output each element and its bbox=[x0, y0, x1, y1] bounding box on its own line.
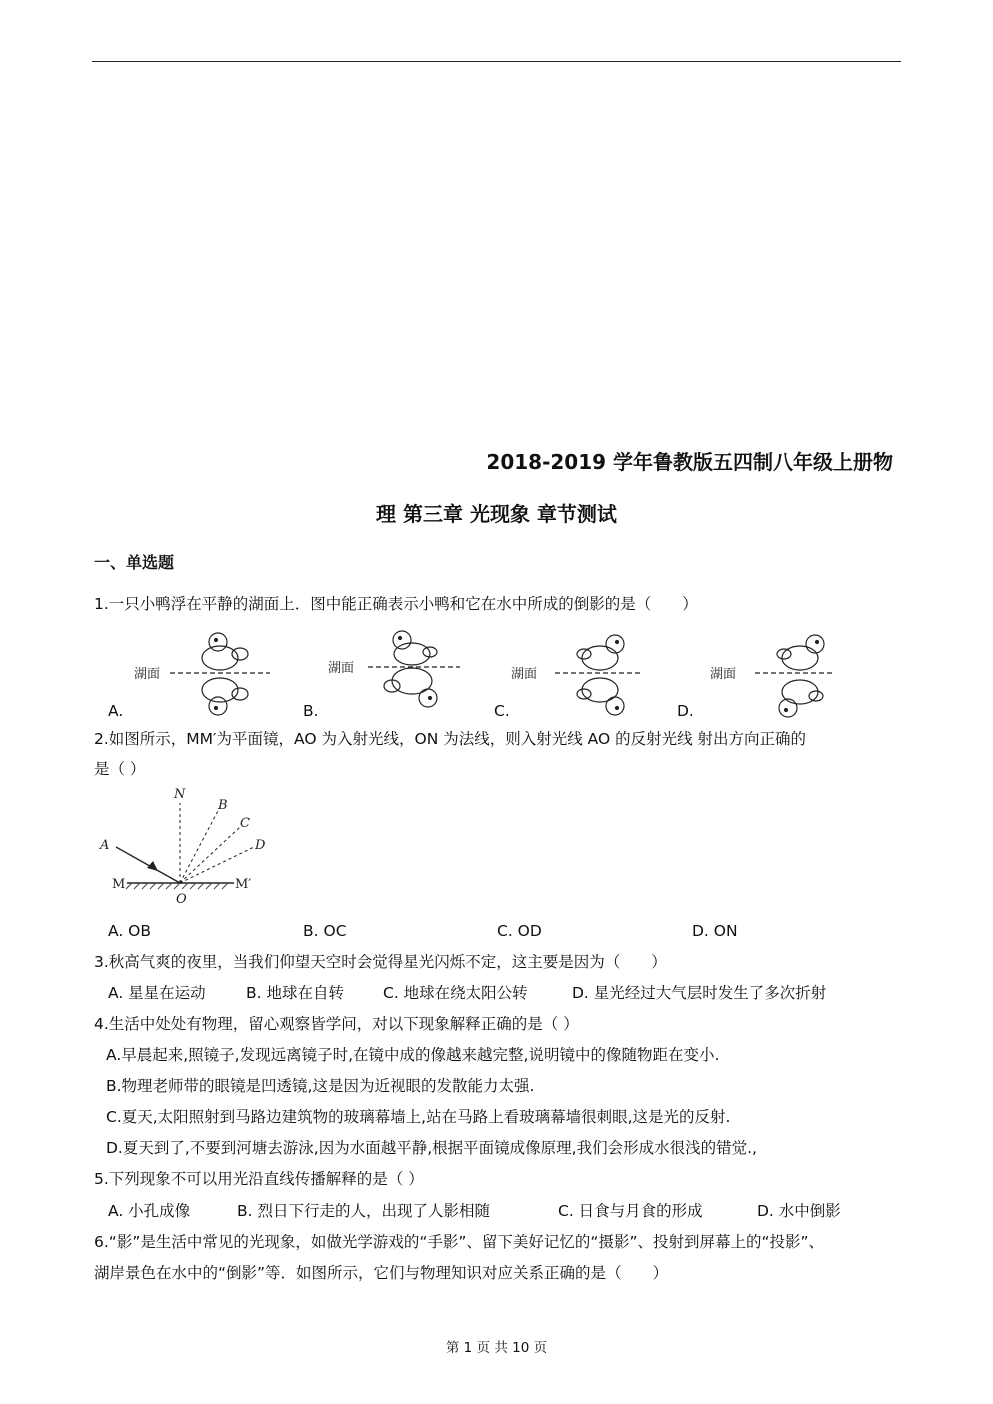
question-4: 4.生活中处处有物理，留心观察皆学问，对以下现象解释正确的是（ ） bbox=[94, 1015, 579, 1033]
header-rule bbox=[92, 61, 901, 62]
duck-option-d bbox=[755, 635, 835, 717]
ray-ob bbox=[180, 807, 220, 883]
question-3: 3.秋高气爽的夜里，当我们仰望天空时会觉得星光闪烁不定，这主要是因为（ ） bbox=[94, 953, 667, 971]
q1-option-d[interactable]: D. bbox=[677, 702, 694, 720]
question-2-line-1: 2.如图所示，MM′为平面镜，AO 为入射光线，ON 为法线，则入射光线 AO 的反射光线 射出方向正确的 bbox=[94, 730, 807, 748]
label-n: N bbox=[174, 787, 186, 802]
question-6-line-2: 湖岸景色在水中的“倒影”等．如图所示，它们与物理知识对应关系正确的是（ ） bbox=[94, 1264, 669, 1282]
label-o: O bbox=[176, 892, 187, 907]
label-b: B bbox=[218, 798, 228, 813]
q4-option-b[interactable]: B.物理老师带的眼镜是凹透镜,这是因为近视眼的发散能力太强. bbox=[106, 1077, 535, 1095]
q5-option-a[interactable]: A. 小孔成像 bbox=[108, 1202, 191, 1220]
q3-option-a[interactable]: A. 星星在运动 bbox=[108, 984, 206, 1002]
question-5: 5.下列现象不可以用光沿直线传播解释的是（ ） bbox=[94, 1170, 424, 1188]
label-d: D bbox=[255, 838, 266, 853]
label-m: M bbox=[112, 877, 126, 892]
ray-oc bbox=[180, 827, 240, 883]
water-label-d: 湖面 bbox=[710, 667, 737, 682]
reflection-diagram bbox=[92, 785, 282, 910]
q4-option-c[interactable]: C.夏天,太阳照射到马路边建筑物的玻璃幕墙上,站在马路上看玻璃幕墙很刺眼,这是光的反射. bbox=[106, 1108, 731, 1126]
duck-option-b bbox=[368, 631, 460, 707]
q2-option-a[interactable]: A. OB bbox=[108, 922, 152, 940]
page-footer: 第 1 页 共 10 页 bbox=[445, 1340, 548, 1356]
title-line-1: 2018-2019 学年鲁教版五四制八年级上册物 bbox=[486, 450, 893, 474]
q4-option-d[interactable]: D.夏天到了,不要到河塘去游泳,因为水面越平静,根据平面镜成像原理,我们会形成水很浅的错觉., bbox=[106, 1139, 757, 1157]
question-1: 1.一只小鸭浮在平静的湖面上．图中能正确表示小鸭和它在水中所成的倒影的是（ ） bbox=[94, 595, 698, 613]
label-m-prime: M′ bbox=[235, 877, 252, 892]
q5-option-c[interactable]: C. 日食与月食的形成 bbox=[558, 1202, 703, 1220]
water-label-b: 湖面 bbox=[328, 661, 355, 676]
q3-option-c[interactable]: C. 地球在绕太阳公转 bbox=[383, 984, 528, 1002]
section-heading: 一、单选题 bbox=[94, 553, 175, 572]
ray-ao bbox=[116, 847, 180, 883]
question-2-line-2: 是（ ） bbox=[94, 760, 146, 778]
q2-option-d[interactable]: D. ON bbox=[692, 922, 738, 940]
q1-option-a[interactable]: A. bbox=[108, 702, 124, 720]
q3-option-b[interactable]: B. 地球在自转 bbox=[246, 984, 344, 1002]
q2-option-b[interactable]: B. OC bbox=[303, 922, 347, 940]
label-a: A bbox=[100, 838, 110, 853]
q1-option-b[interactable]: B. bbox=[303, 702, 319, 720]
duck-option-a bbox=[170, 633, 270, 715]
q4-option-a[interactable]: A.早晨起来,照镜子,发现远离镜子时,在镜中成的像越来越完整,说明镜中的像随物距在变小. bbox=[106, 1046, 720, 1064]
duck-option-c bbox=[555, 635, 640, 715]
water-label-a: 湖面 bbox=[134, 667, 161, 682]
question-6-line-1: 6.“影”是生活中常见的光现象，如做光学游戏的“手影”、留下美好记忆的“摄影”、投射到屏幕上的“投影”、 bbox=[94, 1233, 825, 1251]
q3-option-d[interactable]: D. 星光经过大气层时发生了多次折射 bbox=[572, 984, 827, 1002]
label-c: C bbox=[240, 816, 250, 831]
q1-option-c[interactable]: C. bbox=[494, 702, 510, 720]
q5-option-d[interactable]: D. 水中倒影 bbox=[757, 1202, 841, 1220]
q2-option-c[interactable]: C. OD bbox=[497, 922, 542, 940]
water-label-c: 湖面 bbox=[511, 667, 538, 682]
title-line-2: 理 第三章 光现象 章节测试 bbox=[376, 502, 617, 526]
q5-option-b[interactable]: B. 烈日下行走的人，出现了人影相随 bbox=[237, 1202, 490, 1220]
